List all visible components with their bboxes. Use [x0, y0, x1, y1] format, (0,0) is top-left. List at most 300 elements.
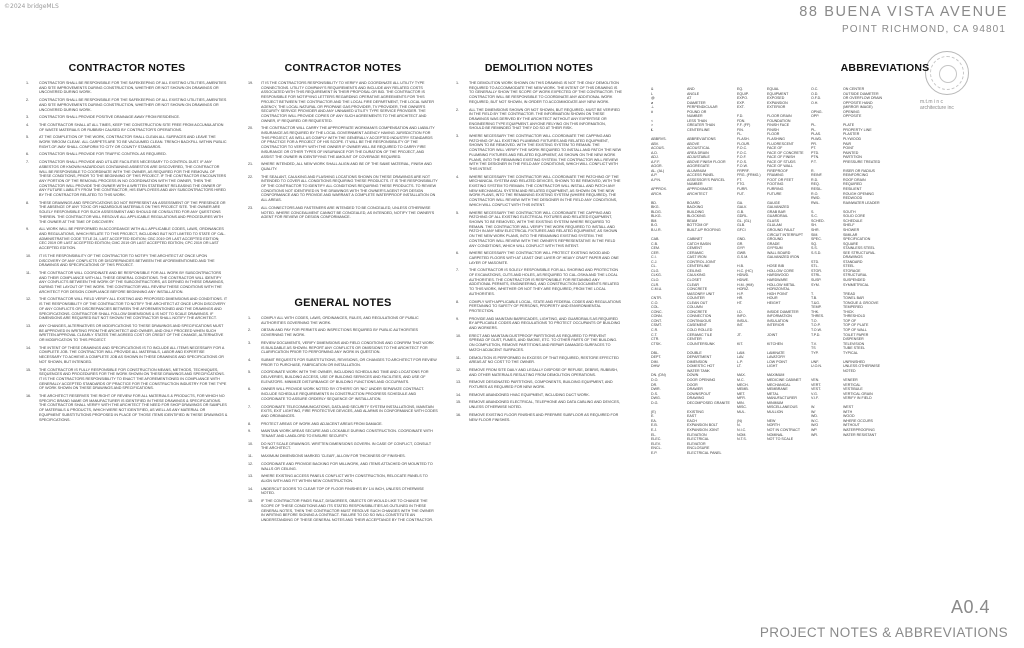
abbr-meaning: APPROXIMATE	[687, 187, 713, 192]
abbr-meaning: ARCHITECT	[687, 191, 708, 196]
abbr-code: STL.	[811, 264, 819, 269]
abbr-code: BD.	[651, 200, 657, 205]
abbr-meaning: FINISH	[767, 127, 779, 132]
note-text: THESE DRAWINGS AND SPECIFICATIONS DO NOT REPRESENT AN ASSESSMENT OF THE PRESENCE OR THE ABSENCE OF ANY TOXIC OR HAZARDOUS MATERIALS ON THIS PROJECT SITE. THE OWNER ARE SOLELY RESPONSIBLE FOR SUCH ASSESSMENT AND SHOULD BE CONSULTED FOR ANY QUESTIONS THEREIN. THE CONTRACTOR WILL RESOLVE ALL APPLICABLE REGULATIONS AND PROCEDURES WITH THE OWNER AT THE TIME OF DISCOVERY.	[39, 200, 226, 224]
abbr-code: PLWD.	[811, 137, 823, 142]
abbr-code: HDWE.	[737, 277, 749, 282]
firm-name-line1: m.t.m i n c	[920, 99, 944, 105]
note-item	[456, 251, 622, 265]
abbr-meaning: KITCHEN	[767, 341, 783, 346]
abbr-meaning: TELEVISION	[843, 341, 865, 346]
abbr-code: EXP.	[737, 100, 745, 105]
abbr-meaning: FOOTING	[767, 182, 784, 187]
abbr-code: BM.	[651, 218, 658, 223]
abbr-meaning: FINISH FACE	[767, 123, 790, 128]
abbr-meaning: WEST	[843, 405, 854, 410]
abbr-code: EXT.	[737, 105, 745, 110]
abbr-code: MUL.	[737, 409, 746, 414]
abbr-meaning: BUILDING	[687, 209, 704, 214]
abbr-meaning: EXPANSION	[767, 100, 788, 105]
note-item	[456, 368, 622, 377]
note-text: CONTRACTOR SHALL PROVIDE POSITIVE DRAINAGE AWAY FROM RESIDENCE.	[39, 115, 180, 120]
note-item	[248, 429, 438, 438]
note-item	[456, 300, 622, 314]
abbr-code: CONN.	[651, 314, 663, 319]
abbr-code: GWB	[737, 250, 746, 255]
sheet-number: A0.4	[950, 597, 990, 617]
abbreviations-header	[810, 62, 960, 81]
abbr-code: FIN.	[737, 127, 744, 132]
abbr-meaning: GUARDRAIL	[767, 214, 788, 219]
abbr-code: TEMP.	[811, 305, 822, 310]
abbr-code: A.D.	[651, 150, 658, 155]
abbr-code	[737, 451, 767, 456]
abbr-code: C.M.U.	[651, 287, 663, 292]
note-text: SUBMIT REQUESTS FOR SUBSTITUTIONS, REVISIONS, OR CHANGES TO ARCHITECT FOR REVIEW PRIOR TO PURCHASE, FABRICATION OR INSTALLATION.	[261, 357, 437, 367]
note-number: 7.	[26, 160, 30, 165]
note-number: 9.	[456, 316, 460, 321]
abbr-code: DBL.	[651, 350, 659, 355]
abbr-code: FRPRF.	[737, 168, 750, 173]
abbr-meaning: FLASHING	[767, 137, 785, 142]
abbr-meaning: DRAWING	[687, 396, 705, 401]
abbr-code: PL.	[811, 127, 817, 132]
abbr-code: <	[651, 118, 654, 123]
abbr-code: G.B.	[737, 209, 745, 214]
note-item	[456, 393, 622, 398]
abbr-meaning: COLUMN	[687, 305, 703, 310]
abbr-meaning: AND	[687, 87, 695, 91]
abbr-meaning: ASSESSOR'S PARCEL	[687, 177, 725, 182]
abbr-code: T.P.D.	[811, 332, 821, 337]
note-text: IT IS THE CONTRACTORS RESPONSIBILITY TO VERIFY AND COORDINATE ALL UTILITY TYPE CONNECTIONS. UTILITY COMPANY'S REQUIREMENTS AND INCLUDE ANY RELATED COSTS ASSOCIATED WITH THIS REQUIREMENT IN THEIR PROPOSAL OR BID. THE CONTRACTOR IS RESPONSIBLE FOR NOTIFYING LETTERS REGARDING OPERATIVE AGREEMENTS FOR THIS PROJECT BETWEEN THE CONTRACTOR AND THE LOCAL FIRE DEPARTMENT, THE LOCAL WATER AGENCY, THE LOCAL NATURAL OR PROPANE GAS PROVIDER, TV PROVIDER, THE OWNER'S SECURITY SERVICE PROVIDER AND ANY UNNAMED UTILITY TYPE SERVICE PROVIDER. THE CONTRACTOR WILL PROVIDE COPIES OF ANY SUCH AGREEMENTS TO THE ARCHITECT AND OWNER, IF REQUIRED OR REQUESTED.	[261, 81, 434, 123]
abbr-code: CLKG.	[651, 273, 662, 278]
note-text: MAINTAIN WORK AREAS SECURE AND LOCKABLE DURING CONSTRUCTION. COORDINATE WITH TENANT AND LANDLORD TO ENSURE SECURITY.	[261, 429, 433, 439]
note-item	[248, 81, 438, 123]
abbr-code: RWD.	[811, 196, 821, 201]
note-number: 4.	[26, 122, 30, 127]
abbr-code: S.S.	[811, 246, 818, 251]
abbr-code: WR.	[811, 432, 818, 437]
abbr-meaning: SIMILAR	[843, 232, 858, 237]
note-number: 22.	[248, 174, 254, 179]
abbr-meaning: EQUAL	[767, 87, 780, 91]
abbr-meaning: CAULKING	[687, 273, 706, 278]
abbr-code: CER.	[651, 250, 660, 255]
abbr-meaning: NEW	[767, 418, 776, 423]
note-number: 7.	[248, 404, 252, 409]
abbr-code: F.O.F.	[737, 155, 747, 160]
abbr-meaning: FLOOR DRAIN	[767, 114, 792, 119]
abbr-code: STOR.	[811, 268, 822, 273]
abbr-meaning: CERAMIC TILE	[687, 332, 713, 337]
general-notes-list	[248, 316, 438, 523]
abbr-code: H.B.	[737, 264, 744, 269]
abbr-meaning: GAUGE	[767, 200, 780, 205]
note-number: 14.	[456, 392, 462, 397]
note-item	[26, 135, 228, 149]
note-item	[26, 368, 228, 392]
abbr-code: U.O.N.	[811, 364, 822, 369]
abbr-code: SH.	[811, 223, 817, 228]
abbr-code: CLR.	[651, 282, 660, 287]
note-item	[456, 268, 622, 296]
abbr-meaning: NOTED	[843, 368, 856, 373]
abbr-code: DHW	[651, 364, 660, 369]
note-item	[26, 254, 228, 268]
abbr-code: W.	[811, 405, 816, 410]
abbr-meaning: CLEAR	[687, 282, 699, 287]
abbr-meaning: DOWNSPOUT	[687, 391, 711, 396]
abbr-meaning: FUTURE	[767, 191, 782, 196]
abbr-code: SQ.	[811, 241, 818, 246]
note-text: IT IS THE RESPONSIBILITY OF THE CONTRACTOR TO NOTIFY THE ARCHITECT AT ONCE UPON DISCOVERY OF ANY CONFLICTS OR DISCREPANCIES BETWEEN THE AFOREMENTIONED AND THE DRAWINGS AND SPECIFICATIONS OF THIS PROJECT.	[39, 253, 215, 268]
abbr-code: EL.	[651, 432, 657, 437]
abbr-meaning: DOMESTIC HOT	[687, 364, 715, 369]
abbr-code: AL. (AL)	[651, 168, 665, 173]
abbr-meaning: ROUGH OPENING	[843, 191, 874, 196]
abbr-meaning: MASONRY UNIT	[687, 291, 715, 296]
abbr-code: FLASH.	[737, 137, 750, 142]
abbr-meaning: CIRCUIT INTERRUPT	[767, 232, 804, 237]
note-text: THE CONTRACTOR IS FULLY RESPONSIBLE FOR CONSTRUCTION MEANS, METHODS, TECHNIQUES, SEQUENCES AND PROCEDURES FOR THE WORK SHOWN ON THESE DRAWINGS AND SPECIFICATIONS. IT IS THE CONTRACTORS RESPONSIBILITY TO ENACT THE AFOREMENTIONED IN COMPLIANCE WITH GENERALLY ACCEPTED STANDARDS OF PRACTICE FOR THE CONSTRUCTION INDUSTRY FOR THE TYPE OF WORK SHOWN ON THESE DRAWINGS AND SPECIFICATIONS.	[39, 367, 227, 391]
abbr-meaning: SCHEDULE	[843, 218, 863, 223]
abbr-code: &	[651, 87, 654, 91]
project-city: POINT RICHMOND, CA 94801	[841, 24, 1006, 35]
note-number: 3.	[26, 115, 30, 120]
abbr-code: MEMB.	[737, 387, 749, 392]
abbr-meaning: TREAD	[843, 291, 856, 296]
note-item	[248, 487, 438, 496]
abbr-meaning: EAST	[687, 414, 697, 419]
abbr-meaning: COUNTER	[687, 296, 705, 301]
note-number: 8.	[248, 421, 252, 426]
abbr-code: S.C.	[811, 214, 818, 219]
firm-name	[920, 99, 954, 111]
abbr-meaning: ENCLOSURE	[687, 446, 710, 451]
abbr-meaning: HIGH POINT	[767, 291, 788, 296]
abbr-meaning: PAINTED	[843, 150, 859, 155]
abbr-code: ℄	[651, 127, 654, 132]
abbr-code: H.M. (HM)	[737, 282, 754, 287]
abbr-code: DEPT.	[651, 355, 662, 360]
abbr-code: A.P.	[651, 173, 658, 178]
note-item	[248, 405, 438, 419]
contractor-notes-title-2: CONTRACTOR NOTES	[284, 62, 402, 74]
abbr-code: ADJ.	[651, 155, 659, 160]
abbr-code: CNTR.	[651, 296, 662, 301]
abbr-code: PT.	[811, 146, 817, 151]
note-number: 19.	[248, 81, 254, 85]
abbr-code: (N)	[737, 418, 742, 423]
abbr-code: CLG.	[651, 268, 660, 273]
demolition-notes-title: DEMOLITION NOTES	[484, 62, 594, 74]
note-number: 7.	[456, 268, 460, 273]
abbr-code: OPNG.	[811, 109, 823, 114]
note-number: 6.	[26, 152, 30, 157]
note-item	[248, 474, 438, 483]
abbr-code: CONC.	[651, 309, 663, 314]
abbr-meaning: EQUIPMENT	[767, 91, 789, 96]
note-number: 20.	[248, 126, 254, 131]
abbr-code: CSMT.	[651, 323, 662, 328]
note-number: 10.	[456, 333, 462, 338]
abbr-code: B.U.R.	[651, 227, 662, 232]
abbr-meaning: DIAMETER	[687, 100, 706, 105]
abbr-code: SUSP.	[811, 277, 822, 282]
abbr-code: W/O	[811, 423, 819, 428]
abbr-code: SIM.	[811, 232, 819, 237]
abbr-code: ENCL.	[651, 446, 662, 451]
note-number: 2.	[26, 98, 30, 103]
abbr-code: F.O.W.	[737, 164, 748, 169]
abbr-code: ARCH.	[651, 191, 663, 196]
abbr-meaning: NORTH	[767, 423, 780, 428]
abbr-meaning: CENTERLINE	[687, 264, 710, 269]
abbr-code: ACOUS.	[651, 146, 665, 151]
abbr-code: F.O.S.	[737, 159, 747, 164]
note-text: PROVIDE AND MAINTAIN BARRICADES, LIGHTING, AND GUARDRAILS AS REQUIRED BY APPLICABLE CODES AND REGULATIONS TO PROTECT OCCUPANTS OF BUILDING AND WORKERS.	[469, 316, 621, 331]
abbr-meaning: TUBE STEEL	[843, 346, 865, 351]
abbr-meaning: FOOT OR FEET	[767, 177, 794, 182]
abbr-meaning: EXPANSION BOLT	[687, 423, 718, 428]
abbr-meaning: WITHOUT	[843, 423, 860, 428]
note-number: 15.	[456, 400, 462, 405]
abbr-code: C.T.	[651, 332, 658, 337]
note-number: 10.	[26, 253, 32, 258]
abbr-meaning: BOTTOM OF	[687, 223, 709, 228]
abbr-code: C.R.	[651, 327, 659, 332]
abbr-code: DR.	[651, 382, 658, 387]
note-number: 13.	[248, 474, 254, 479]
abbr-meaning: VENEER	[843, 378, 858, 382]
abbr-meaning: DOOR	[687, 382, 698, 387]
note-item	[248, 175, 438, 203]
note-number: 15.	[26, 367, 32, 372]
abbr-meaning: FACE OF FINISH	[767, 155, 796, 160]
abbr-meaning: MEDICINE CABINET	[767, 378, 802, 382]
abbr-meaning: WITH	[843, 409, 853, 414]
abbr-meaning: FACE OF	[767, 146, 783, 151]
abbr-meaning: MANUFACTURER	[767, 396, 797, 401]
abbr-code: STRL.	[811, 273, 822, 278]
abbr-meaning: MINIMUM	[767, 400, 784, 405]
abbr-meaning: STAINLESS STEEL	[843, 246, 875, 251]
abbr-meaning: FLUORESCENT	[767, 141, 794, 146]
abbr-code: FL.	[737, 132, 743, 137]
abbr-code: L	[651, 91, 653, 96]
abbr-code: DN. (DN)	[651, 373, 666, 378]
abbr-code: GFCI	[737, 227, 746, 232]
abbr-code: @	[651, 96, 655, 101]
abbr-code: DWG.	[651, 396, 661, 401]
abbr-meaning: VERIFY IN FIELD	[843, 396, 872, 401]
abbr-meaning: VERTICAL	[843, 382, 861, 387]
abbr-meaning: ACOUSTICAL	[687, 146, 710, 151]
note-text: ALL WORK WILL BE PERFORMED IN ACCORDANCE WITH ALL APPLICABLE CODES, LAWS, ORDINANCES AND REGULATIONS, WHICH RELATE TO THIS PROJECT, INCLUDING BUT NOT LIMITED TO STATE OF CAL. ADMINISTRATIVE CODE TITLE 24, LAST ACCEPTED EDITION; CBC 2019 OR LAST ACCEPTED EDITION; CEC 2019 OR LAST ACCEPTED EDITION; CMC 2019 OR LAST ACCEPTED EDITION; CPC 2019 OR LAST ACCEPTED EDITION.	[39, 227, 226, 251]
note-text: WHERE NECESSARY THE CONTRACTOR WILL COORDINATE THE PATCHING OF THE MECHANICAL SYSTEM AND RELATED DEVICES, SHOWN TO BE REMOVED, WITH THE EXISTING SYSTEM TO REMAIN. THE CONTRACTOR WILL INSTALL AND PATCH ANY NEW MECHANICAL SYSTEM AND RELATED EQUIPMENT, AS SHOWN ON THE NEW WORK PLANS, INTO THE REMAINING EXISTING SYSTEM (WHERE REQUIRED). THE CONTRACTOR WILL REVIEW WITH THE DESIGNER IN THE FIELD ANY CONDITIONS, WHICH WILL CONFLICT WITH THIS INTENT.	[469, 174, 621, 207]
abbr-code: WP.	[811, 428, 818, 433]
note-text: COMPLY ALL WITH CODES, LAWS, ORDINANCES, RULES, AND REGULATIONS OF PUBLIC AUTHORITIES GOVERNING THE WORK.	[261, 316, 419, 325]
note-text: THE CONTRACTOR IS SOLELY RESPONSIBLE FOR ALL SHORING AND PROTECTION OF EXCAVATIONS, CUTS AND HOLES, AS REQUIRED TO CAL-OSHA AND THE LOCAL AUTHORITIES. THE CONTRACTOR IS RESPONSIBLE FOR RETAINING ANY ADDITIONAL PERMITS, ENGINEERING, AND CONSTRUCTION DOCUMENTS RELATED TO THIS WORK, WHETHER OR NOT THEY ARE REQUIRED, FROM THE LOCAL AUTHORITIES.	[469, 268, 620, 296]
note-item	[456, 134, 622, 172]
abbr-code: W.C.	[811, 418, 819, 423]
abbr-code: OPP.	[811, 114, 820, 119]
abbr-meaning: FURRING	[767, 187, 784, 192]
abbr-meaning: NOT TO SCALE	[767, 437, 794, 442]
abbr-code: M.C.	[737, 378, 745, 382]
abbr-code: A.F.F.	[651, 159, 660, 164]
abbr-code: O.H.	[811, 100, 819, 105]
abbr-meaning: OPPOSITE	[843, 114, 862, 119]
note-number: 2.	[456, 107, 460, 112]
abbr-meaning: CATCH BASIN	[687, 241, 711, 246]
abbr-code: F.O.C.	[737, 146, 748, 151]
abbr-code: MAX.	[737, 373, 746, 378]
abbr-meaning: GREATER THAN	[687, 123, 715, 128]
abbr-code: NOM.	[737, 432, 747, 437]
abbr-meaning: ELECTRICAL	[687, 437, 710, 442]
note-item	[26, 123, 228, 132]
contractor-notes-list-1	[26, 81, 228, 422]
abbr-meaning: FOUNDATION	[767, 118, 791, 123]
abbr-meaning: COUNTERSUNK	[687, 341, 715, 346]
abbr-meaning: ABOVE	[687, 141, 700, 146]
abbr-code: TS	[811, 346, 816, 351]
firm-name-line2: architecture inc	[920, 105, 954, 111]
note-number: 4.	[248, 357, 252, 362]
note-text: IF THE CONTRACTOR FINDS FAULT, DISAGREES, OBJECTS OR WOULD LIKE TO CHANGE THE SCOPE OF THESE CONDITIONS AND ITS STATED RESPONSIBILITIES AS OUTLINED IN THESE GENERAL NOTES, THEN THE CONTRACTOR MUST RESOLVE SUCH CHANGES WITH THE OWNER IN WRITING BEFORE SIGNING A CONTRACT. FAILURE TO DO SO WILL CONSTITUTE AN UNDERSTANDING OF THESE GENERAL NOTES AND THEIR ACCEPTANCE BY THE CONTRACTOR.	[261, 499, 434, 522]
note-number: 16.	[456, 412, 462, 417]
note-item	[26, 271, 228, 295]
abbr-code: KIT.	[737, 341, 744, 346]
note-item	[248, 462, 438, 471]
abbr-code: C.B.	[651, 241, 658, 246]
abbr-code: RWL.	[811, 200, 820, 205]
note-number: 6.	[456, 251, 460, 256]
abbr-code: FURR.	[737, 187, 748, 192]
abbr-meaning: INSIDE DIAMETER	[767, 309, 799, 314]
abbr-code: THRES.	[811, 314, 825, 319]
abbr-meaning: EACH	[687, 418, 697, 423]
abbr-code: V.G.	[811, 391, 818, 396]
abbr-code: TYP.	[811, 350, 819, 355]
note-text: WHERE NECESSARY THE CONTRACTOR WILL PROTECT EXISTING WOOD AND CARPETED FLOORS WITH AT LEAST ONE LAYER OF HEAVY CRAFT PAPER AND ONE LAYER OF MASONITE.	[469, 251, 619, 265]
abbr-code: REINF.	[811, 173, 823, 178]
abbr-meaning: INFORMATION	[767, 314, 792, 319]
abbr-code: SYM.	[811, 282, 820, 287]
abbr-meaning: UNLESS OTHERWISE	[843, 364, 881, 369]
abbr-code: VEN.	[811, 378, 820, 382]
note-number: 12.	[26, 297, 32, 302]
abbr-meaning: OPENING	[843, 109, 860, 114]
abbr-code: GDRL.	[737, 214, 748, 219]
note-item	[248, 454, 438, 459]
note-item	[26, 297, 228, 321]
abbr-meaning: DRAWINGS	[843, 255, 863, 260]
abbr-meaning: CLEAN OUT	[687, 300, 708, 305]
contractor-notes-column-2	[248, 62, 438, 223]
note-text: THE CONTRACTOR WILL CARRY THE APPROPRIATE WORKMAN'S COMPENSATION AND LIABILITY INSURANCE AS REQUIRED BY THE LOCAL GOVERNMENT AGENCY HAVING JURISDICTION FOR THIS PROJECT, AS WELL AS COMPLY WITH THE GENERALLY ACCEPTED INDUSTRY STANDARDS OF PRACTICE FOR A PROJECT OF HIS SCOPE. IT WILL BE THE RESPONSIBILITY OF THE CONTRACTOR TO VERIFY WITH THE OWNER IF OWNER WILL BE REQUIRED TO CARRY FIRE INSURANCE OR OTHER TYPES OF INSURANCE FOR THE DURATION OF THE PROJECT, AND ASSIST THE OWNER IN IDENTIFYING THE AMOUNT OF COVERAGE REQUIRED.	[261, 126, 435, 159]
note-item	[456, 108, 622, 132]
abbreviations-title: ABBREVIATIONS	[840, 62, 930, 74]
abbr-meaning: THICK	[843, 309, 854, 314]
abbr-code: T.O.	[811, 318, 818, 323]
note-text: THE SEALANT, CAULKING AND FLASHING LOCATIONS SHOWN ON THESE DRAWINGS ARE NOT INTENDED TO COVER ALL CONDITIONS REQUIRING THESE PRODUCTS. IT IS THE RESPONSIBILITY OF THE CONTRACTOR TO IDENTIFY ALL CONDITIONS REQUIRING THESE PRODUCTS. TO REVIEW CONDITIONS NOT IDENTIFIED IN THE DRAWINGS WITH THE OWNER'S AGENT FOR DESIGN CONFORMANCE AND TO PROVIDE AND WARRANT A COMPLETE WATERPROOF INSTALLATION ON ALL AREAS.	[261, 174, 438, 203]
abbr-meaning: CERAMIC	[687, 250, 704, 255]
note-number: 8.	[26, 200, 30, 205]
abbr-code: B.O.	[651, 223, 659, 228]
abbr-code: GR.	[737, 241, 744, 246]
note-text: THE CONTRACTOR WILL FIELD VERIFY ALL EXISTING AND PROPOSED DIMENSIONS AND CONDITIONS. IT IS THE RESPONSIBILITY OF THE CONTRACTOR TO NOTIFY THE ARCHITECT AT ONCE UPON DISCOVERY OF ANY CONFLICTS OR DISCREPANCIES BETWEEN THE AFOREMENTIONED AND THE DRAWINGS AND SPECIFICATIONS. CONTRACTOR SHALL FOLLOW DIMENSIONS & IS NOT TO SCALE DRAWINGS. IF DIMENSIONS ARE REQUIRED BUT NOT SHOWN THE CONTRACTOR SHALL NOTIFY THE ARCHITECT.	[39, 297, 228, 321]
note-item	[248, 162, 438, 171]
abbr-code: C.J.	[651, 259, 658, 264]
abbr-meaning: PRESSURE TREATED	[843, 159, 881, 164]
abbr-meaning: CEMENT	[687, 246, 703, 251]
abbr-meaning: VESTIBULE	[843, 387, 863, 392]
note-item	[26, 115, 228, 120]
abbr-meaning: BEAM	[687, 218, 698, 223]
note-item	[456, 413, 622, 422]
abbr-meaning: WHERE OCCURS	[843, 418, 873, 423]
abbr-meaning: OUTSIDE DIAMETER	[843, 91, 879, 96]
note-item	[456, 400, 622, 409]
abbr-meaning: HOUR	[767, 296, 778, 301]
note-number: 9.	[248, 429, 252, 434]
abbr-meaning: STORAGE	[843, 268, 861, 273]
abbr-code: MISC.	[737, 405, 747, 410]
abbr-meaning: ELEVATION	[687, 432, 707, 437]
abbr-meaning: WALL BOARD	[767, 250, 791, 255]
abbr-meaning: FRAMING	[767, 173, 784, 178]
abbr-meaning: CONCRETE	[687, 287, 708, 292]
abbr-meaning: POUND OR	[687, 109, 707, 114]
abbr-code: F.O.C.	[737, 150, 748, 155]
note-item	[26, 160, 228, 198]
abbr-code: SCHED.	[811, 218, 825, 223]
abbr-meaning: HORIZONTAL	[767, 287, 790, 292]
abbr-code: R.D.	[811, 177, 819, 182]
abbr-code: FUT.	[737, 191, 745, 196]
abbr-meaning: OPPOSITE HAND	[843, 100, 873, 105]
note-number: 23.	[248, 205, 254, 210]
note-item	[456, 317, 622, 331]
abbr-meaning: JOINT	[767, 332, 778, 337]
abbr-code: PTN.	[811, 155, 820, 160]
note-item	[248, 499, 438, 523]
abbr-code: D.O.	[651, 378, 659, 382]
note-text: THE CONTRACTOR SHALL AT ALL TIMES, KEEP THE CONSTRUCTION SITE FREE FROM ACCUMULATION OF WASTE MATERIALS OR RUBBISH CAUSED BY CONTRACTOR'S OPERATIONS.	[39, 122, 224, 132]
abbr-code: DWR.	[651, 387, 661, 392]
abbr-code: CAB.	[651, 237, 660, 242]
abbr-code: PTD.	[811, 150, 820, 155]
note-number: 1.	[456, 81, 460, 85]
abbr-code: PL.	[811, 123, 817, 128]
note-text: WHERE NECESSARY THE CONTRACTOR WILL COORDINATE THE CAPPING AND PATCHING OF ALL EXISTING PLUMBING FIXTURES AND RELATED EQUIPMENT, SHOWN TO BE REMOVED. WITH THE EXISTING SYSTEM TO REMAIN. THE CONTRACTOR WILL VERIFY THE WORK REQUIRED TO INSTALL AND PATCH THE NEW PLUMBING FIXTURES AND RELATED EQUIPMENT, AS SHOWN ON THE NEW WORK PLANS, INTO THE REMAINING EXISTING SYSTEM. THE CONTRACTOR WILL REVIEW WITH THE DESIGNER IN THE FIELD ANY CONDITIONS, WHICH WILL CONFLICT WITH THIS INTENT.	[469, 134, 622, 171]
abbr-meaning: OR OVERFLOW DRAIN	[843, 96, 883, 101]
abbr-meaning: RISER OR RADIUS	[843, 168, 875, 173]
abbr-code: STD.	[811, 259, 820, 264]
abbr-code: R.O.	[811, 191, 819, 196]
abbr-meaning: LESS THAN	[687, 118, 707, 123]
abbr-meaning: CONTINUOUS	[687, 318, 712, 323]
abbr-meaning: PROPERTY LINE	[843, 127, 872, 132]
abbr-meaning: WATER TANK	[687, 368, 710, 373]
note-item	[248, 387, 438, 401]
abbr-code: GL. (GL)	[737, 218, 751, 223]
abbr-code: O.F.D.	[811, 96, 822, 101]
abbr-meaning: PAIR	[843, 141, 852, 146]
